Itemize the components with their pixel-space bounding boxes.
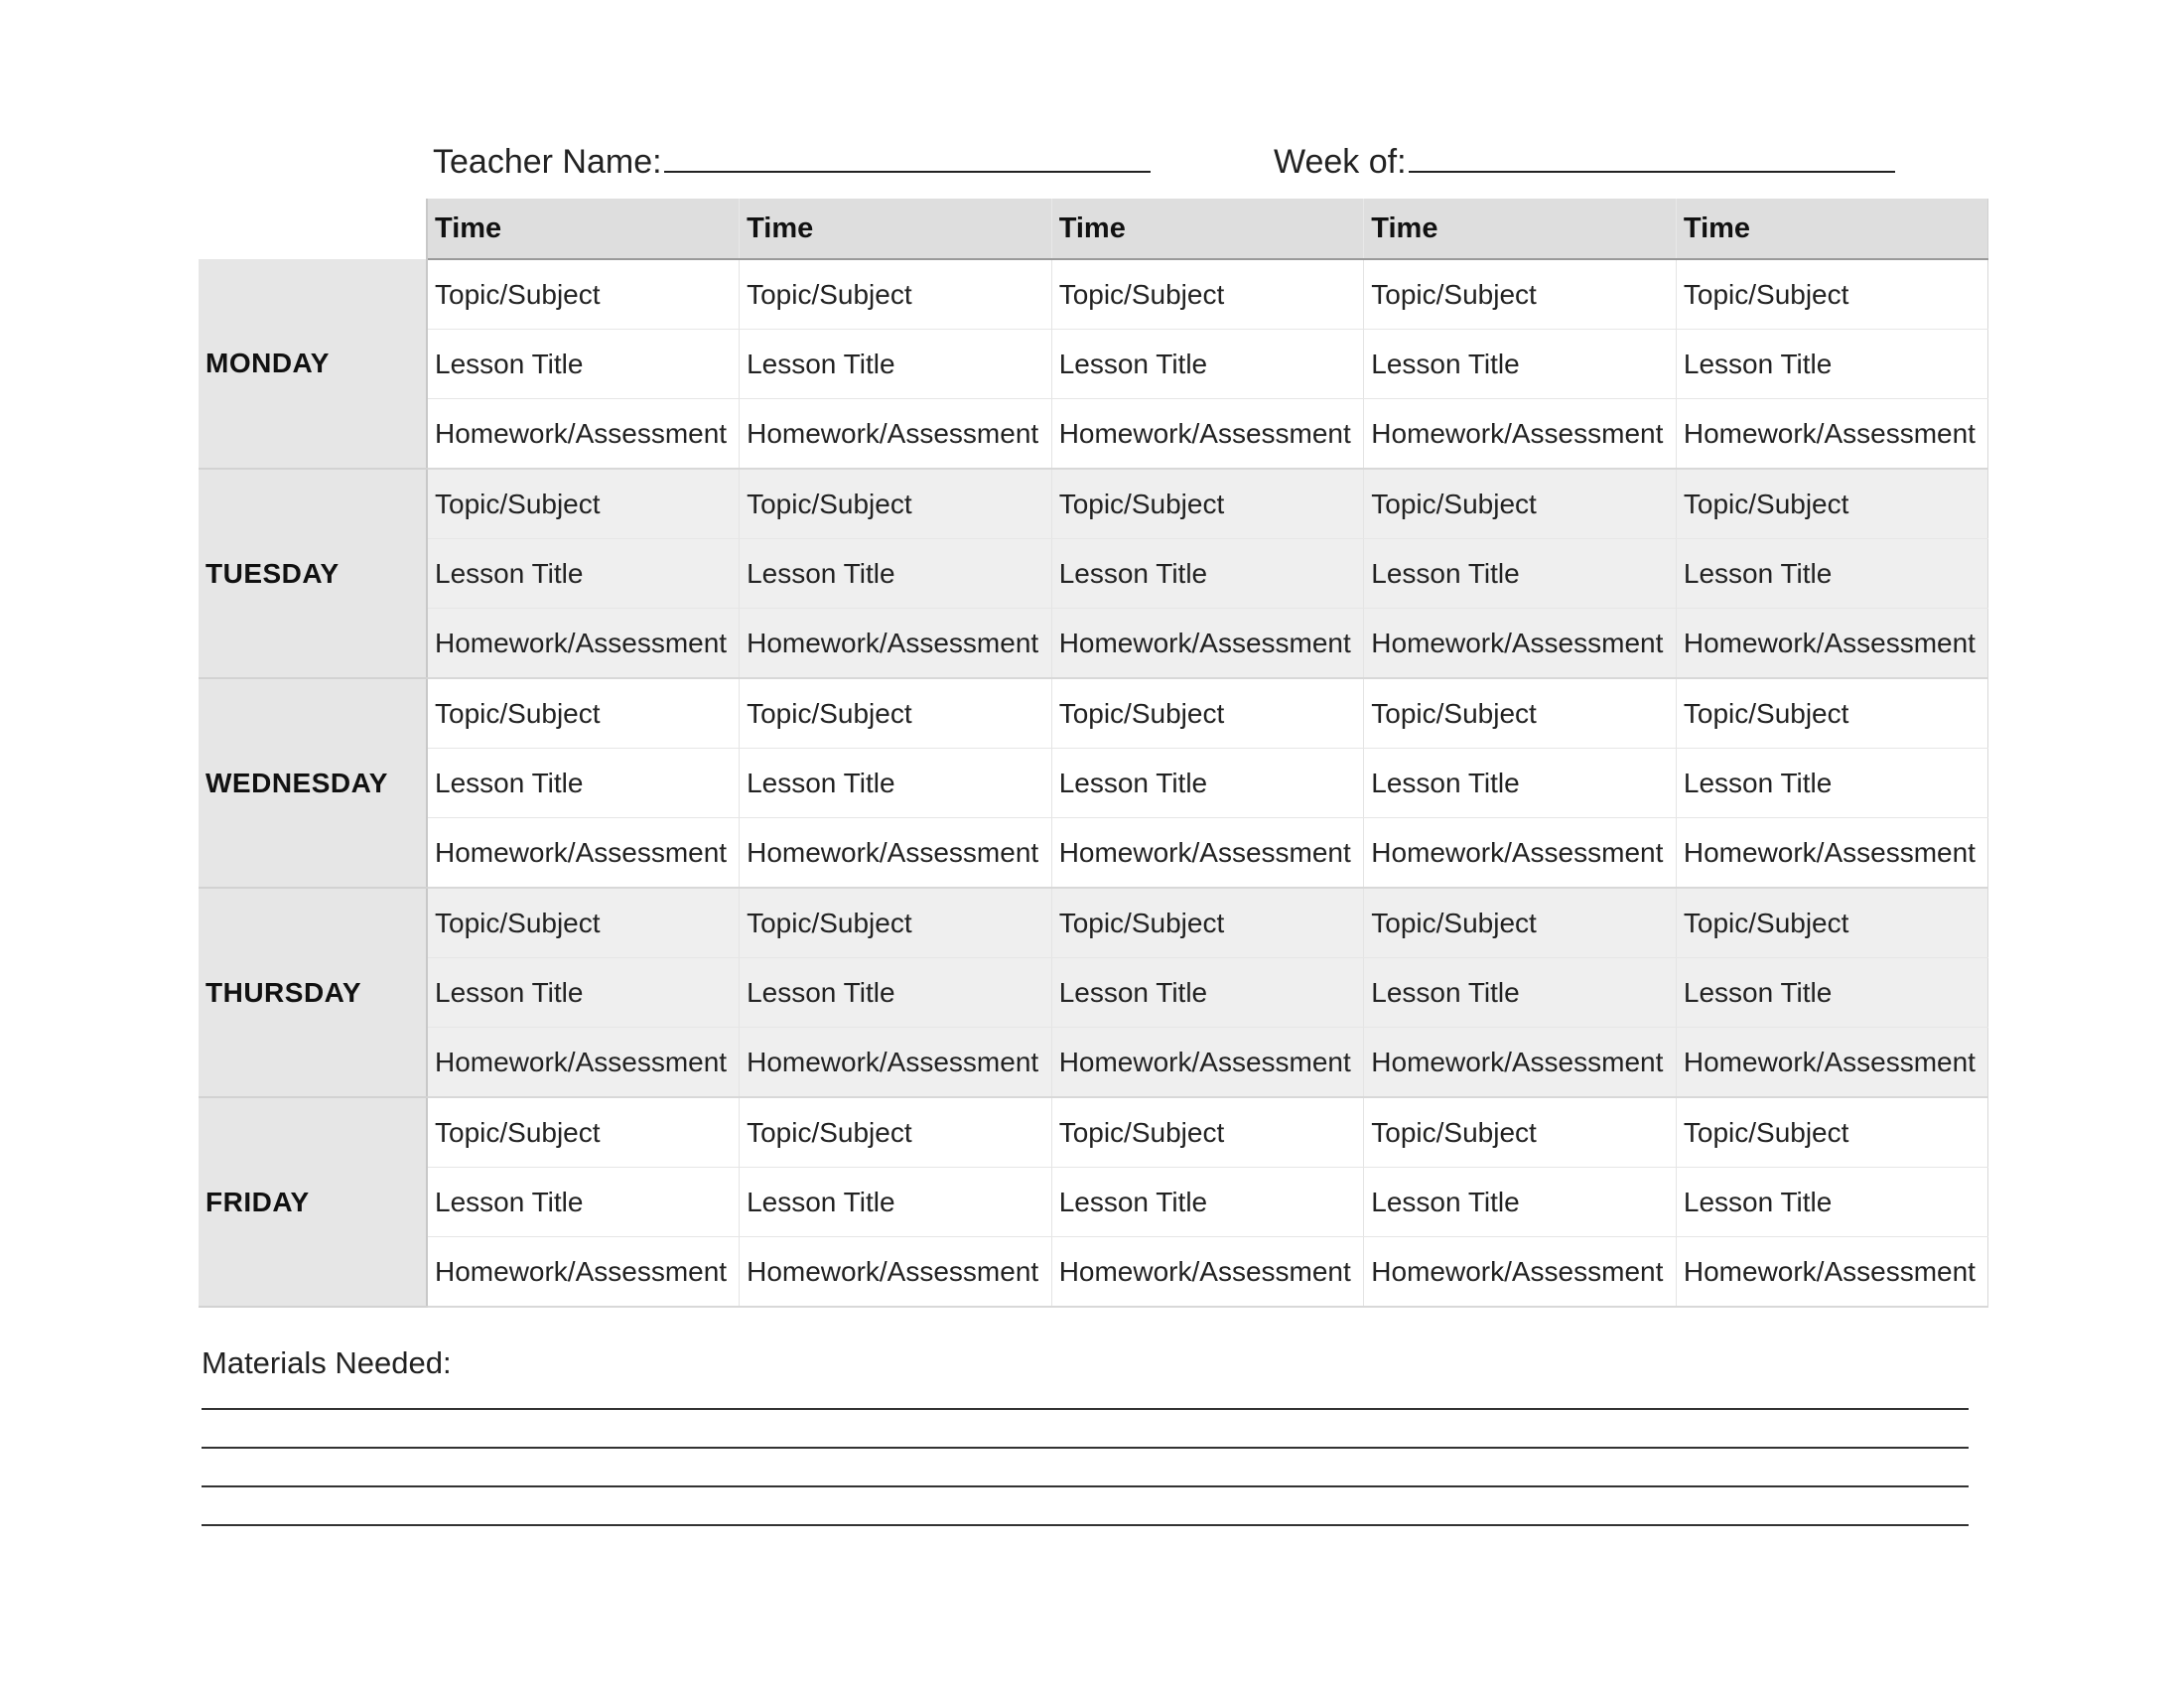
lesson-cell[interactable]: Lesson Title [1676, 330, 1988, 399]
lesson-cell[interactable]: Lesson Title [427, 539, 740, 609]
lesson-cell[interactable]: Homework/Assessment [740, 1028, 1052, 1098]
lesson-cell[interactable]: Lesson Title [1364, 330, 1677, 399]
lesson-cell[interactable]: Topic/Subject [740, 259, 1052, 330]
lesson-cell[interactable]: Lesson Title [1676, 958, 1988, 1028]
lesson-cell[interactable]: Topic/Subject [1676, 1097, 1988, 1168]
lesson-cell[interactable]: Lesson Title [427, 749, 740, 818]
lesson-cell[interactable]: Homework/Assessment [740, 1237, 1052, 1308]
lesson-cell[interactable]: Topic/Subject [1364, 678, 1677, 749]
lesson-cell[interactable]: Homework/Assessment [427, 399, 740, 470]
lesson-cell[interactable]: Homework/Assessment [427, 1028, 740, 1098]
materials-line[interactable] [202, 1447, 1969, 1449]
lesson-cell[interactable]: Topic/Subject [427, 259, 740, 330]
lesson-cell[interactable]: Homework/Assessment [740, 609, 1052, 679]
lesson-cell[interactable]: Lesson Title [1051, 749, 1364, 818]
table-row [199, 818, 1988, 889]
time-header: Time [427, 199, 740, 259]
lesson-cell[interactable]: Lesson Title [740, 330, 1052, 399]
lesson-cell[interactable]: Topic/Subject [427, 1097, 740, 1168]
lesson-cell[interactable]: Lesson Title [427, 1168, 740, 1237]
lesson-cell[interactable]: Topic/Subject [1676, 469, 1988, 539]
week-of-field[interactable] [1274, 139, 1895, 182]
table-row [199, 609, 1988, 679]
lesson-cell[interactable]: Topic/Subject [1364, 888, 1677, 958]
table-row [199, 399, 1988, 470]
time-header: Time [740, 199, 1052, 259]
lesson-cell[interactable]: Topic/Subject [1364, 1097, 1677, 1168]
lesson-cell[interactable]: Topic/Subject [1364, 469, 1677, 539]
day-label-friday: FRIDAY [199, 1097, 427, 1307]
lesson-cell[interactable]: Topic/Subject [740, 469, 1052, 539]
lesson-cell[interactable]: Topic/Subject [427, 469, 740, 539]
materials-needed-label: Materials Needed: [202, 1345, 452, 1380]
lesson-cell[interactable]: Homework/Assessment [740, 818, 1052, 889]
lesson-cell[interactable]: Lesson Title [1051, 958, 1364, 1028]
table-row [199, 749, 1988, 818]
lesson-cell[interactable]: Topic/Subject [427, 888, 740, 958]
table-row [199, 469, 1988, 539]
table-row [199, 1097, 1988, 1168]
lesson-cell[interactable]: Topic/Subject [740, 678, 1052, 749]
lesson-cell[interactable]: Lesson Title [740, 958, 1052, 1028]
day-label-thursday: THURSDAY [199, 888, 427, 1097]
lesson-cell[interactable]: Homework/Assessment [427, 818, 740, 889]
lesson-cell[interactable]: Lesson Title [1051, 330, 1364, 399]
lesson-cell[interactable]: Homework/Assessment [1364, 1237, 1677, 1308]
table-row [199, 678, 1988, 749]
time-header: Time [1676, 199, 1988, 259]
lesson-cell[interactable]: Homework/Assessment [1676, 818, 1988, 889]
lesson-cell[interactable]: Homework/Assessment [1676, 1237, 1988, 1308]
lesson-cell[interactable]: Lesson Title [1676, 539, 1988, 609]
lesson-cell[interactable]: Topic/Subject [1051, 678, 1364, 749]
table-row [199, 1237, 1988, 1308]
table-row [199, 1028, 1988, 1098]
table-row [199, 888, 1988, 958]
lesson-cell[interactable]: Topic/Subject [1051, 259, 1364, 330]
lesson-cell[interactable]: Lesson Title [1364, 749, 1677, 818]
lesson-cell[interactable]: Homework/Assessment [1051, 399, 1364, 470]
lesson-cell[interactable]: Homework/Assessment [1051, 609, 1364, 679]
lesson-cell[interactable]: Homework/Assessment [1051, 1237, 1364, 1308]
day-label-wednesday: WEDNESDAY [199, 678, 427, 888]
lesson-cell[interactable]: Lesson Title [427, 958, 740, 1028]
lesson-cell[interactable]: Lesson Title [427, 330, 740, 399]
lesson-cell[interactable]: Homework/Assessment [1364, 1028, 1677, 1098]
table-row [199, 259, 1988, 330]
table-row [199, 539, 1988, 609]
lesson-cell[interactable]: Topic/Subject [1364, 259, 1677, 330]
day-label-monday: MONDAY [199, 259, 427, 469]
lesson-cell[interactable]: Homework/Assessment [1364, 399, 1677, 470]
lesson-cell[interactable]: Homework/Assessment [1676, 399, 1988, 470]
lesson-cell[interactable]: Topic/Subject [1676, 888, 1988, 958]
lesson-cell[interactable]: Lesson Title [1364, 539, 1677, 609]
table-row [199, 1168, 1988, 1237]
teacher-name-label: Teacher Name: [433, 143, 662, 181]
lesson-cell[interactable]: Homework/Assessment [1364, 818, 1677, 889]
time-header: Time [1364, 199, 1677, 259]
lesson-cell[interactable]: Lesson Title [740, 749, 1052, 818]
lesson-cell[interactable]: Topic/Subject [1051, 888, 1364, 958]
materials-line[interactable] [202, 1524, 1969, 1526]
lesson-cell[interactable]: Lesson Title [1364, 958, 1677, 1028]
week-of-label: Week of: [1274, 143, 1407, 181]
lesson-cell[interactable]: Lesson Title [1676, 1168, 1988, 1237]
table-row [199, 330, 1988, 399]
lesson-cell[interactable]: Lesson Title [1676, 749, 1988, 818]
lesson-cell[interactable]: Topic/Subject [427, 678, 740, 749]
lesson-cell[interactable]: Lesson Title [740, 539, 1052, 609]
weekly-planner-table [199, 199, 1988, 1308]
lesson-cell[interactable]: Lesson Title [1364, 1168, 1677, 1237]
materials-line[interactable] [202, 1408, 1969, 1410]
lesson-cell[interactable]: Homework/Assessment [1676, 1028, 1988, 1098]
planner-body [199, 259, 1988, 1307]
day-label-tuesday: TUESDAY [199, 469, 427, 678]
teacher-name-blank[interactable] [664, 139, 1151, 173]
teacher-name-field[interactable] [433, 139, 1151, 182]
lesson-cell[interactable]: Topic/Subject [1051, 469, 1364, 539]
lesson-cell[interactable]: Lesson Title [1051, 1168, 1364, 1237]
lesson-cell[interactable]: Homework/Assessment [427, 1237, 740, 1308]
table-row [199, 958, 1988, 1028]
lesson-cell[interactable]: Topic/Subject [740, 1097, 1052, 1168]
lesson-cell[interactable]: Homework/Assessment [1051, 818, 1364, 889]
lesson-cell[interactable]: Homework/Assessment [1051, 1028, 1364, 1098]
lesson-cell[interactable]: Lesson Title [1051, 539, 1364, 609]
lesson-cell[interactable]: Homework/Assessment [1364, 609, 1677, 679]
time-header: Time [1051, 199, 1364, 259]
corner-cell [199, 199, 427, 259]
lesson-cell[interactable]: Homework/Assessment [427, 609, 740, 679]
time-header-row [199, 199, 1988, 259]
lesson-cell[interactable]: Topic/Subject [1051, 1097, 1364, 1168]
lesson-cell[interactable]: Topic/Subject [740, 888, 1052, 958]
lesson-cell[interactable]: Topic/Subject [1676, 259, 1988, 330]
lesson-cell[interactable]: Lesson Title [740, 1168, 1052, 1237]
lesson-cell[interactable]: Homework/Assessment [1676, 609, 1988, 679]
lesson-cell[interactable]: Topic/Subject [1676, 678, 1988, 749]
materials-line[interactable] [202, 1485, 1969, 1487]
week-of-blank[interactable] [1409, 139, 1895, 173]
lesson-cell[interactable]: Homework/Assessment [740, 399, 1052, 470]
